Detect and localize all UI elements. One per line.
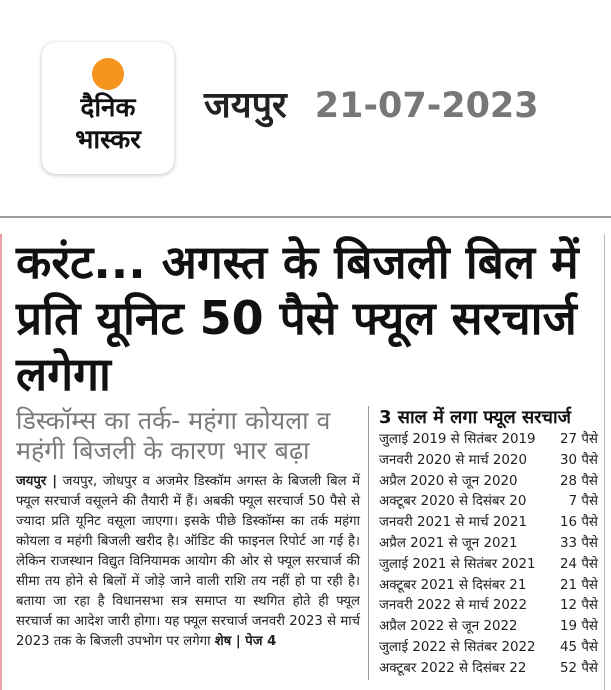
table-row (379, 513, 598, 534)
amount: 33 पैसे (560, 535, 598, 551)
table-row (379, 617, 598, 638)
article-body (16, 472, 360, 652)
amount: 7 पैसे (568, 494, 598, 510)
period: अप्रैल 2020 से जून 2020 (379, 473, 518, 489)
amount: 12 पैसे (560, 598, 598, 614)
amount: 16 पैसे (560, 515, 598, 531)
edition-date: 21-07-2023 (314, 86, 539, 126)
amount: 21 पैसे (560, 577, 598, 593)
amount: 30 पैसे (560, 452, 598, 468)
headline: करंट... अगस्त के बिजली बिल में प्रति यूनिट 50 पैसे फ्यूल सरचार्ज लगेगा (16, 235, 579, 401)
table-row (379, 492, 598, 513)
article-column (16, 406, 369, 680)
period: अक्टूबर 2021 से दिसंबर 21 (379, 577, 527, 593)
news-clipping (0, 234, 605, 690)
table-row (379, 472, 598, 493)
dainik-bhaskar-logo (42, 42, 174, 174)
amount: 27 पैसे (560, 432, 598, 447)
amount: 28 पैसे (560, 473, 598, 489)
period: जुलाई 2021 से सितंबर 2021 (379, 556, 536, 572)
table-row (379, 430, 598, 451)
table-rows (379, 430, 598, 680)
table-row (379, 659, 598, 680)
period: अप्रैल 2022 से जून 2022 (379, 619, 518, 635)
table-row (379, 534, 598, 555)
period: जनवरी 2022 से मार्च 2022 (379, 598, 527, 614)
header-divider (0, 216, 611, 218)
amount: 19 पैसे (560, 619, 598, 635)
amount: 45 पैसे (560, 639, 598, 655)
period: अक्टूबर 2020 से दिसंबर 20 (379, 494, 527, 510)
subheadline: डिस्कॉम्स का तर्क- महंगा कोयला व महंगी बिजली के कारण भार बढ़ा (16, 406, 331, 465)
masthead (0, 0, 611, 216)
table-title: 3 साल में लगा फ्यूल सरचार्ज (379, 407, 571, 428)
edition-city: जयपुर (204, 85, 287, 126)
fuel-surcharge-table (369, 406, 598, 680)
logo-text-line2: भास्कर (75, 125, 141, 155)
table-row (379, 576, 598, 597)
table-row (379, 555, 598, 576)
period: अप्रैल 2021 से जून 2021 (379, 535, 518, 551)
edition-info (204, 84, 601, 128)
continued-note: शेष | पेज 4 (214, 634, 277, 649)
period: जुलाई 2022 से सितंबर 2022 (379, 639, 536, 655)
table-row (379, 638, 598, 659)
logo-text-line1: दैनिक (80, 93, 136, 123)
amount: 24 पैसे (560, 556, 598, 572)
period: अक्टूबर 2022 से दिसंबर 22 (379, 660, 527, 676)
sun-logo-icon (92, 58, 124, 90)
article-columns (16, 406, 598, 680)
dateline: जयपुर | (16, 474, 58, 489)
period: जुलाई 2019 से सितंबर 2019 (379, 432, 536, 447)
period: जनवरी 2020 से मार्च 2020 (379, 452, 527, 468)
amount: 52 पैसे (560, 660, 598, 676)
body-text: जयपुर, जोधपुर व अजमेर डिस्कॉम अगस्त के बिजली बिल में फ्यूल सरचार्ज वसूलने की तैयारी में हैं। अबकी फ्यूल सरचार्ज 50 पैसे से ज्यादा प्रति यूनिट वसूला जाएगा। इसके पीछे डिस्कॉम्स का तर्क महंगा कोयला व महंगी बिजली खरीद है। ऑडिट की फाइनल रिपोर्ट आ गई है। लेकिन राजस्थान विद्युत विनियामक आयोग की ओर से फ्यूल सरचार्ज की सीमा तय होने से बिलों में जोड़े जाने वाली राशि तय नहीं हो पा रही है। बताया जा रहा है विधानसभा सत्र समाप्त या स्थगित होते ही फ्यूल सरचार्ज का आदेश जारी होगा। यह फ्यूल सरचार्ज जनवरी 2023 से मार्च 2023 तक के बिजली उपभोग पर लगेगा (16, 474, 360, 649)
period: जनवरी 2021 से मार्च 2021 (379, 515, 527, 531)
table-row (379, 451, 598, 472)
table-row (379, 596, 598, 617)
